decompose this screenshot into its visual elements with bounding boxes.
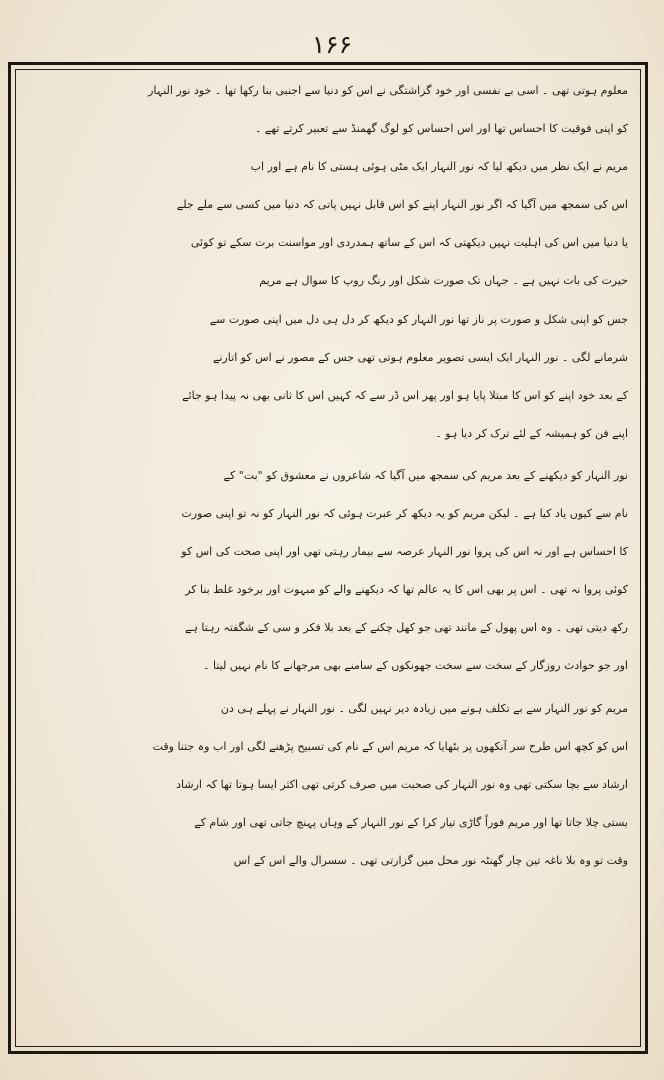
text-line: کو اپنی فوقیت کا احساس تھا اور اس احساس کو لوگ گھمنڈ سے تعبیر کرتے تھے ۔ [254, 122, 628, 136]
text-line: کا احساس ہے اور نہ اس کی پروا نور النہار عرصہ سے بیمار رہتی تھی اور اپنی صحت کی اس کو [181, 545, 628, 559]
text-line: اور جو حوادث روزگار کے سخت سے سخت جھونکوں کے سامنے بھی مرجھانے کا نام نہیں لیتا ۔ [203, 659, 628, 673]
text-line: یا دنیا میں اس کی اہلیت نہیں دیکھتی کہ اس کے ساتھ ہمدردی اور مواسنت برت سکے تو کوئی [190, 236, 628, 250]
text-line: کے بعد خود اپنے کو اس کا مبتلا پایا ہو اور پھر اس ڈر سے کہ کہیں اس کا ثانی بھی نہ پیدا ہو جائے [182, 388, 628, 402]
text-line: اپنے فن کو ہمیشہ کے لئے ترک کر دیا ہو ۔ [435, 426, 628, 440]
text-line: کوئی پروا نہ تھی ۔ اس پر بھی اس کا یہ عالم تھا کہ دیکھنے والے کو مبہوت اور برخود غلط بنا کر [185, 583, 628, 597]
text-line: شرمانے لگی ۔ نور النہار ایک ایسی تصویر معلوم ہوتی تھی جس کے مصور نے اس کو اتارنے [212, 350, 628, 364]
text-line: نور النہار کو دیکھنے کے بعد مریم کی سمجھ میں آگیا کہ شاعروں نے معشوق کو "بت" کے [223, 468, 628, 482]
text-line: رکھ دیتی تھی ۔ وہ اس پھول کے مانند تھی جو کھل چکنے کے بعد بلا فکر و سی کے شگفتہ رہتا ہے [185, 621, 628, 635]
text-line: ارشاد سے بچا سکتی تھی وہ نور النہار کی صحبت میں صرف کرتی تھی اکثر ایسا ہوتا تھا کہ ارشاد [176, 777, 628, 791]
text-line: جس کو اپنی شکل و صورت پر ناز تھا نور النہار کو دیکھ کر دل ہی دل میں اپنی صورت سے [209, 312, 628, 326]
text-line: مریم کو نور النہار سے بے تکلف ہونے میں زیادہ دیر نہیں لگی ۔ نور النہار نے پہلے ہی دن [220, 701, 628, 715]
text-line: اس کو کچھ اس طرح سر آنکھوں پر بٹھایا کہ مریم اس کے نام کی تسبیح پڑھنے لگی اور اب وہ جتنا وقت [152, 739, 628, 753]
text-line: بستی چلا جاتا تھا اور مریم فوراً گاڑی تیار کرا کے نور النہار کے وہاں پہنچ جاتی تھی اور شام کے [194, 815, 628, 829]
text-line: نام سے کیوں یاد کیا ہے ۔ لیکن مریم کو یہ دیکھ کر عبرت ہوئی کہ نور النہار کو نہ تو اپنی صورت [181, 507, 628, 521]
text-line: اس کی سمجھ میں آگیا کہ اگر نور النہار اپنے کو اس قابل نہیں پاتی کہ دنیا میں کسی سے ملے جلے [176, 198, 628, 212]
text-line: وقت تو وہ بلا ناغہ تین چار گھنٹہ نور محل میں گزارتی تھی ۔ سسرال والے اس کے اس [233, 853, 628, 867]
page-number: ۱۶۶ [311, 30, 353, 59]
text-line: مریم نے ایک نظر میں دیکھ لیا کہ نور النہار ایک مٹی ہوئی ہستی کا نام ہے اور اب [250, 160, 628, 174]
body-text [20, 72, 628, 880]
text-line: معلوم ہوتی تھی ۔ اسی بے نفسی اور خود گزاشتگی نے اس کو دنیا سے اجنبی بنا رکھا تھا ۔ خود نور النہار [148, 84, 628, 97]
text-line: حیرت کی بات نہیں ہے ۔ جہاں تک صورت شکل اور رنگ روپ کا سوال ہے مریم [259, 274, 628, 288]
